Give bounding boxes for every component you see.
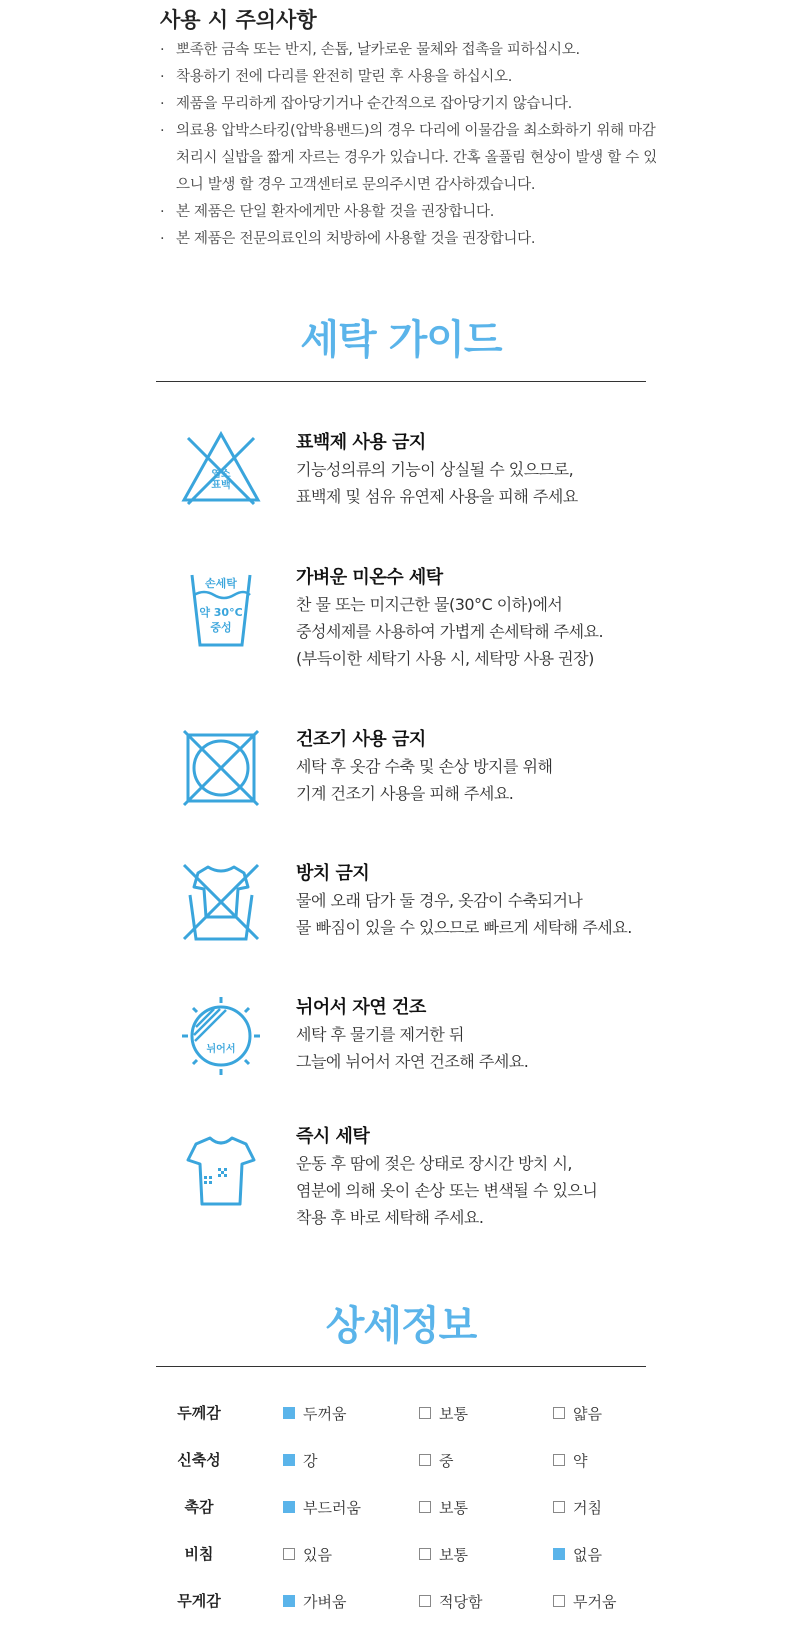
caution-list — [160, 37, 660, 253]
wash-guide-text — [296, 861, 676, 941]
icon-label: 뉘어서 — [206, 1044, 236, 1055]
detail-option: 있음 — [283, 1539, 332, 1569]
wash-guide-item-title: 방치 금지 — [296, 863, 370, 884]
divider — [156, 1366, 646, 1367]
no-soaking-icon — [180, 861, 262, 943]
wash-guide-item-line: 그늘에 뉘어서 자연 건조해 주세요. — [296, 1052, 529, 1071]
wash-guide-item-line: 물 빠짐이 있을 수 있으므로 빠르게 세탁해 주세요. — [296, 918, 632, 937]
detail-option: 거침 — [553, 1492, 602, 1522]
detail-option: 적당함 — [419, 1586, 482, 1616]
detail-label: 무게감 — [177, 1592, 221, 1610]
detail-option: 중 — [419, 1445, 454, 1475]
wash-guide-item-line: 세탁 후 물기를 제거한 뒤 — [296, 1025, 464, 1044]
divider — [156, 381, 646, 382]
checkbox-unchecked — [283, 1548, 295, 1560]
detail-option: 얇음 — [553, 1398, 602, 1428]
checkbox-unchecked — [553, 1454, 565, 1466]
detail-label: 비침 — [184, 1545, 214, 1563]
checkbox-unchecked — [419, 1501, 431, 1513]
caution-item: · 제품을 무리하게 잡아당기거나 순간적으로 잡아당기지 않습니다. — [160, 91, 660, 118]
detail-row — [156, 1492, 646, 1522]
wash-immediately-icon — [180, 1130, 262, 1212]
bullet: · — [160, 96, 165, 112]
icon-label: 약 30°C — [199, 606, 243, 619]
checkbox-checked — [283, 1407, 295, 1419]
wash-guide-text — [296, 565, 676, 672]
caution-title: 사용 시 주의사항 — [160, 8, 317, 32]
detail-label: 신축성 — [177, 1451, 221, 1469]
detail-row — [156, 1539, 646, 1569]
checkbox-unchecked — [553, 1595, 565, 1607]
icon-label: 중성 — [210, 621, 232, 634]
bullet: · — [160, 42, 165, 58]
wash-guide-text — [296, 1124, 676, 1231]
checkbox-unchecked — [553, 1501, 565, 1513]
wash-guide-item-line: 염분에 의해 옷이 손상 또는 변색될 수 있으니 — [296, 1181, 598, 1200]
detail-option: 보통 — [419, 1398, 468, 1428]
detail-row — [156, 1445, 646, 1475]
detail-row — [156, 1586, 646, 1616]
bullet: · — [160, 231, 165, 247]
bullet: · — [160, 204, 165, 220]
wash-guide-title: 세탁 가이드 — [300, 317, 502, 363]
caution-item: · 본 제품은 전문의료인의 처방하에 사용할 것을 권장합니다. — [160, 226, 660, 253]
no-tumble-dry-icon — [180, 727, 262, 809]
wash-guide-text — [296, 430, 676, 510]
caution-item: · 뽀족한 금속 또는 반지, 손톱, 날카로운 물체와 접촉을 피하십시오. — [160, 37, 660, 64]
wash-guide-item-line: 표백제 및 섬유 유연제 사용을 피해 주세요 — [296, 487, 578, 506]
detail-option: 가벼움 — [283, 1586, 346, 1616]
wash-guide-item-title: 가벼운 미온수 세탁 — [296, 567, 443, 588]
detail-option: 보통 — [419, 1539, 468, 1569]
hand-wash-icon — [180, 571, 262, 653]
checkbox-unchecked — [419, 1548, 431, 1560]
wash-guide-item-line: 기계 건조기 사용을 피해 주세요. — [296, 784, 514, 803]
detail-option: 두꺼움 — [283, 1398, 346, 1428]
wash-guide-text — [296, 727, 676, 807]
bullet: · — [160, 123, 165, 139]
checkbox-checked — [283, 1595, 295, 1607]
wash-guide-item-title: 표백제 사용 금지 — [296, 432, 426, 453]
wash-guide-item-title: 건조기 사용 금지 — [296, 729, 426, 750]
wash-guide-item-line: 물에 오래 담가 둘 경우, 옷감이 수축되거나 — [296, 891, 583, 910]
wash-guide-item-line: (부득이한 세탁기 사용 시, 세탁망 사용 권장) — [296, 649, 594, 668]
checkbox-checked — [553, 1548, 565, 1560]
wash-guide-item-line: 운동 후 땀에 젖은 상태로 장시간 방치 시, — [296, 1154, 572, 1173]
dry-flat-shade-icon — [180, 995, 262, 1077]
details-title: 상세정보 — [325, 1303, 477, 1349]
wash-guide-item-line: 세탁 후 옷감 수축 및 손상 방지를 위해 — [296, 757, 553, 776]
checkbox-checked — [283, 1454, 295, 1466]
wash-guide-text — [296, 995, 676, 1075]
wash-guide-item-title: 즉시 세탁 — [296, 1126, 370, 1147]
wash-guide-item-line: 찬 물 또는 미지근한 물(30°C 이하)에서 — [296, 595, 563, 614]
wash-guide-item-line: 기능성의류의 기능이 상실될 수 있으므로, — [296, 460, 574, 479]
icon-label: 표백 — [211, 480, 231, 491]
icon-label: 손세탁 — [205, 577, 237, 590]
checkbox-unchecked — [553, 1407, 565, 1419]
checkbox-checked — [283, 1501, 295, 1513]
caution-item: · 착용하기 전에 다리를 완전히 말린 후 사용을 하십시오. — [160, 64, 660, 91]
detail-option: 강 — [283, 1445, 318, 1475]
detail-option: 무거움 — [553, 1586, 616, 1616]
checkbox-unchecked — [419, 1595, 431, 1607]
detail-row — [156, 1398, 646, 1428]
detail-option: 없음 — [553, 1539, 602, 1569]
checkbox-unchecked — [419, 1407, 431, 1419]
wash-guide-item-title: 뉘어서 자연 건조 — [296, 997, 426, 1018]
caution-item: · 의료용 압박스타킹(압박용밴드)의 경우 다리에 이물감을 최소화하기 위해 마감 처리시 실밥을 짧게 자르는 경우가 있습니다. 간혹 올풀림 현상이 발생 할 수 있으니 발생 할 경우 고객센터로 문의주시면 감사하겠습니다. — [160, 118, 660, 199]
caution-item: · 본 제품은 단일 환자에게만 사용할 것을 권장합니다. — [160, 199, 660, 226]
detail-option: 부드러움 — [283, 1492, 361, 1522]
wash-guide-item-line: 착용 후 바로 세탁해 주세요. — [296, 1208, 484, 1227]
detail-option: 약 — [553, 1445, 588, 1475]
wash-guide-item-line: 중성세제를 사용하여 가볍게 손세탁해 주세요. — [296, 622, 604, 641]
no-bleach-icon — [180, 430, 262, 512]
detail-option: 보통 — [419, 1492, 468, 1522]
icon-label: 염소 — [211, 469, 231, 480]
detail-label: 촉감 — [184, 1498, 214, 1516]
checkbox-unchecked — [419, 1454, 431, 1466]
bullet: · — [160, 69, 165, 85]
detail-label: 두께감 — [177, 1404, 221, 1422]
